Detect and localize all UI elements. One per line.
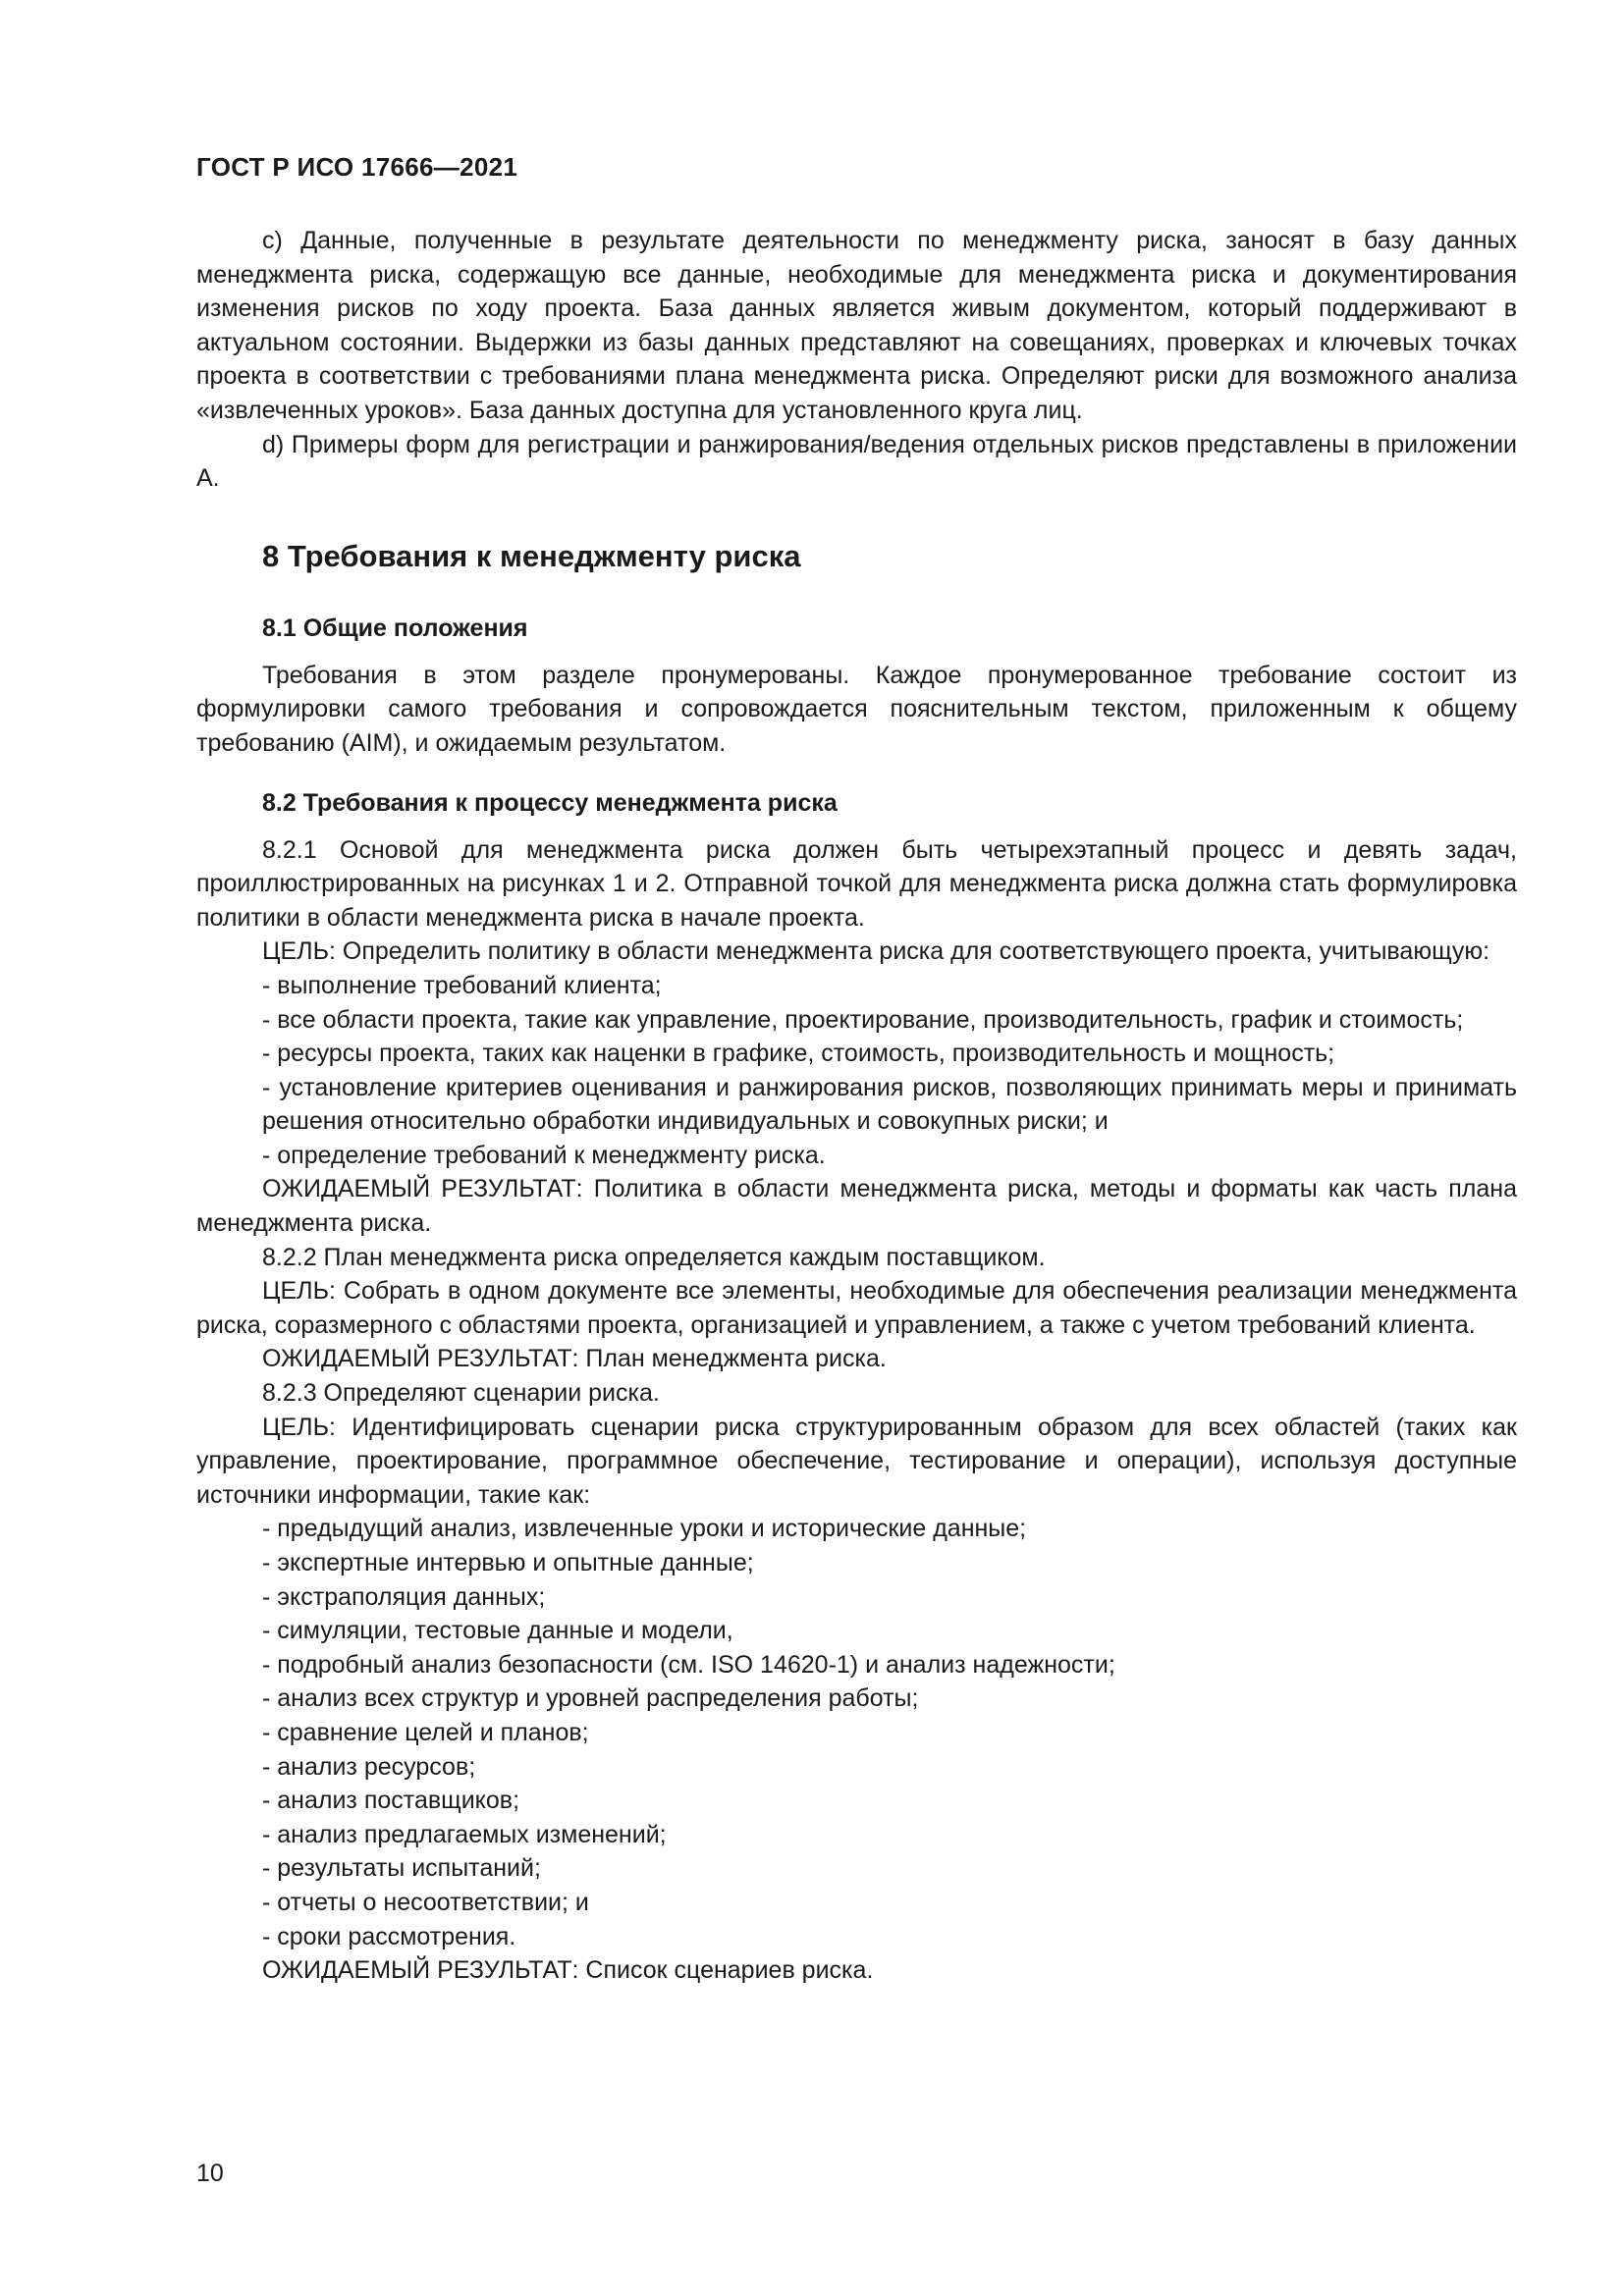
list-item: - симуляции, тестовые данные и модели, <box>262 1617 733 1645</box>
list-item: - результаты испытаний; <box>262 1854 541 1883</box>
section-8-1-heading: 8.1 Общие положения <box>262 614 528 642</box>
list-item: - установление критериев оценивания и ранжирования рисков, позволяющих принимать меры и принимать решения относительно обработки индивидуальных и совокупных риски; и <box>262 1073 1517 1136</box>
aim-8-2-3: ЦЕЛЬ: Идентифицировать сценарии риска структурированным образом для всех областей (таких как управление, проектирование, программное обеспечение, тестирование и операции), используя доступные источники информации, такие как: <box>196 1413 1517 1509</box>
list-item: - анализ ресурсов; <box>262 1752 476 1781</box>
item-d-paragraph: d) Примеры форм для регистрации и ранжирования/ведения отдельных рисков представлены в приложении А. <box>196 430 1517 493</box>
list-item: - все области проекта, такие как управление, проектирование, производительность, график и стоимость; <box>262 1005 1464 1034</box>
list-item: - сроки рассмотрения. <box>262 1922 516 1950</box>
aim-8-2-1: ЦЕЛЬ: Определить политику в области менеджмента риска для соответствующего проекта, учитывающую: <box>262 937 1490 966</box>
result-8-2-3: ОЖИДАЕМЫЙ РЕЗУЛЬТАТ: Список сценариев риска. <box>262 1956 874 1985</box>
list-item: - выполнение требований клиента; <box>262 971 662 999</box>
clause-8-2-1: 8.2.1 Основой для менеджмента риска должен быть четырехэтапный процесс и девять задач, проиллюстрированных на рисунках 1 и 2. Отправной точкой для менеджмента риска должна стать формулировка политики в области менеджмента риска в начале проекта. <box>196 835 1517 932</box>
document-header: ГОСТ Р ИСО 17666—2021 <box>196 152 518 182</box>
list-item: - экстраполяция данных; <box>262 1582 546 1611</box>
document-body <box>196 224 1517 1988</box>
list-item: - анализ всех структур и уровней распределения работы; <box>262 1684 919 1713</box>
aim-8-2-2: ЦЕЛЬ: Собрать в одном документе все элементы, необходимые для обеспечения реализации менеджмента риска, соразмерного с областями проекта, организацией и управлением, а также с учетом требований клиента. <box>196 1277 1517 1339</box>
section-8-2-heading: 8.2 Требования к процессу менеджмента риска <box>262 788 838 817</box>
list-item: - экспертные интервью и опытные данные; <box>262 1549 754 1576</box>
clause-8-2-3: 8.2.3 Определяют сценарии риска. <box>262 1379 660 1408</box>
item-c-paragraph: c) Данные, полученные в результате деятельности по менеджменту риска, заносят в базу данных менеджмента риска, содержащую все данные, необходимые для менеджмента риска и документирования изменения рисков по ходу проекта. База данных является живым документом, который поддерживают в актуальном состоянии. Выдержки из базы данных представляют на совещаниях, проверках и ключевых точках проекта в соответствии с требованиями плана менеджмента риска. Определяют риски для возможного анализа «извлеченных уроков». База данных доступна для установленного круга лиц. <box>196 227 1517 424</box>
list-item: - определение требований к менеджменту риска. <box>262 1141 826 1169</box>
result-8-2-1: ОЖИДАЕМЫЙ РЕЗУЛЬТАТ: Политика в области менеджмента риска, методы и форматы как часть плана менеджмента риска. <box>196 1175 1517 1238</box>
clause-8-2-2: 8.2.2 План менеджмента риска определяется каждым поставщиком. <box>262 1243 1046 1271</box>
list-item: - сравнение целей и планов; <box>262 1718 589 1746</box>
list-item: - подробный анализ безопасности (см. ISO 14620-1) и анализ надежности; <box>262 1650 1115 1679</box>
list-item: - предыдущий анализ, извлеченные уроки и исторические данные; <box>262 1515 1027 1543</box>
result-8-2-2: ОЖИДАЕМЫЙ РЕЗУЛЬТАТ: План менеджмента риска. <box>262 1345 887 1373</box>
list-item: - ресурсы проекта, таких как наценки в графике, стоимость, производительность и мощность; <box>262 1040 1335 1068</box>
list-item: - анализ предлагаемых изменений; <box>262 1820 667 1848</box>
list-item: - анализ поставщиков; <box>262 1787 520 1815</box>
page-number: 10 <box>196 2160 224 2187</box>
list-item: - отчеты о несоответствии; и <box>262 1888 589 1916</box>
section-8-heading: 8 Требования к менеджменту риска <box>262 538 801 573</box>
section-8-1-text: Требования в этом разделе пронумерованы. Каждое пронумерованное требование состоит из формулировки самого требования и сопровождается пояснительным текстом, приложенным к общему требованию (AIM), и ожидаемым результатом. <box>196 661 1517 757</box>
